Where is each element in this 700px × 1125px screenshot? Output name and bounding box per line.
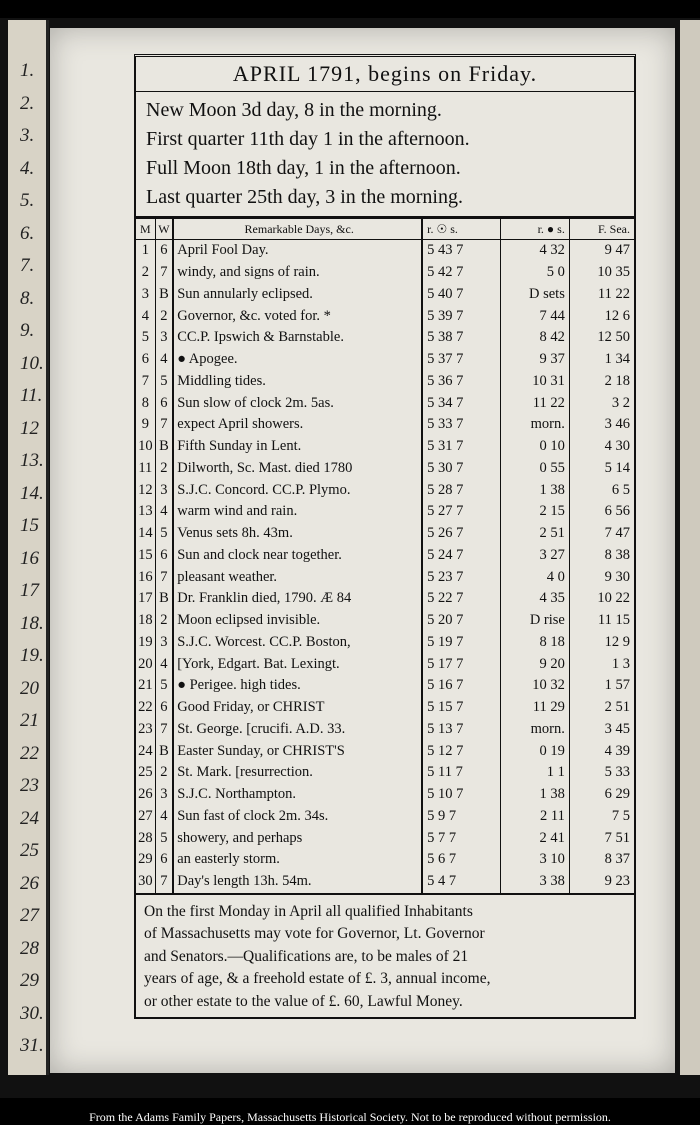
cell-day-of-month: 7 — [135, 371, 155, 393]
cell-full-sea: 8 37 — [569, 849, 635, 871]
copyright-footer: From the Adams Family Papers, Massachusetts Historical Society. Not to be reproduced without permission. — [89, 1110, 611, 1124]
cell-remarkable-days: S.J.C. Worcest. CC.P. Boston, — [173, 632, 422, 654]
margin-number: 21 — [20, 710, 39, 731]
cell-sun-rise-set: 5 15 7 — [422, 697, 500, 719]
calendar-row — [135, 784, 635, 806]
calendar-row — [135, 806, 635, 828]
almanac-page — [50, 28, 675, 1073]
calendar-row — [135, 284, 635, 306]
cell-full-sea: 6 56 — [569, 501, 635, 523]
cell-moon-rise-set: 8 42 — [500, 327, 569, 349]
cell-sun-rise-set: 5 31 7 — [422, 436, 500, 458]
cell-full-sea: 4 39 — [569, 740, 635, 762]
cell-remarkable-days: [York, Edgart. Bat. Lexingt. — [173, 653, 422, 675]
cell-sun-rise-set: 5 4 7 — [422, 871, 500, 894]
cell-full-sea: 2 18 — [569, 371, 635, 393]
cell-remarkable-days: showery, and perhaps — [173, 827, 422, 849]
cell-remarkable-days: April Fool Day. — [173, 240, 422, 262]
calendar-row — [135, 653, 635, 675]
margin-number: 17 — [20, 580, 39, 601]
cell-remarkable-days: Governor, &c. voted for. * — [173, 305, 422, 327]
cell-day-of-month: 28 — [135, 827, 155, 849]
margin-number: 19. — [20, 645, 44, 666]
cell-remarkable-days: Dilworth, Sc. Mast. died 1780 — [173, 458, 422, 480]
calendar-row — [135, 719, 635, 741]
cell-day-of-month: 23 — [135, 719, 155, 741]
cell-day-of-month: 16 — [135, 566, 155, 588]
moon-phase-line: First quarter 11th day 1 in the afternoon. — [146, 128, 470, 150]
cell-sun-rise-set: 5 40 7 — [422, 284, 500, 306]
calendar-row — [135, 262, 635, 284]
calendar-row — [135, 566, 635, 588]
cell-day-of-week: B — [155, 436, 173, 458]
cell-full-sea: 8 38 — [569, 545, 635, 567]
cell-remarkable-days: Dr. Franklin died, 1790. Æ 84 — [173, 588, 422, 610]
cell-moon-rise-set: 11 22 — [500, 392, 569, 414]
cell-day-of-week: 5 — [155, 675, 173, 697]
margin-number: 9. — [20, 320, 35, 341]
cell-remarkable-days: Day's length 13h. 54m. — [173, 871, 422, 894]
cell-remarkable-days: expect April showers. — [173, 414, 422, 436]
margin-number: 11. — [20, 385, 43, 406]
calendar-row — [135, 436, 635, 458]
cell-full-sea: 3 2 — [569, 392, 635, 414]
cell-sun-rise-set: 5 19 7 — [422, 632, 500, 654]
calendar-row — [135, 849, 635, 871]
cell-day-of-week: 2 — [155, 305, 173, 327]
note-line: On the first Monday in April all qualified Inhabitants — [144, 902, 473, 920]
cell-day-of-week: B — [155, 588, 173, 610]
cell-moon-rise-set: 10 32 — [500, 675, 569, 697]
cell-moon-rise-set: 1 38 — [500, 479, 569, 501]
cell-remarkable-days: ● Apogee. — [173, 349, 422, 371]
calendar-row — [135, 501, 635, 523]
margin-number: 14. — [20, 482, 44, 504]
margin-number: 20 — [20, 677, 39, 699]
cell-day-of-month: 14 — [135, 523, 155, 545]
cell-sun-rise-set: 5 33 7 — [422, 414, 500, 436]
margin-number: 10. — [20, 352, 44, 374]
calendar-row — [135, 588, 635, 610]
cell-full-sea: 6 29 — [569, 784, 635, 806]
cell-full-sea: 2 51 — [569, 697, 635, 719]
calendar-row — [135, 349, 635, 371]
calendar-row — [135, 371, 635, 393]
cell-day-of-month: 3 — [135, 284, 155, 306]
cell-sun-rise-set: 5 27 7 — [422, 501, 500, 523]
cell-full-sea: 1 3 — [569, 653, 635, 675]
moon-phase-line: Last quarter 25th day, 3 in the morning. — [146, 186, 463, 208]
cell-remarkable-days: Moon eclipsed invisible. — [173, 610, 422, 632]
cell-full-sea: 9 47 — [569, 240, 635, 262]
cell-sun-rise-set: 5 13 7 — [422, 719, 500, 741]
cell-day-of-week: 6 — [155, 392, 173, 414]
margin-number: 16 — [20, 547, 39, 569]
calendar-row — [135, 697, 635, 719]
cell-day-of-week: B — [155, 740, 173, 762]
cell-sun-rise-set: 5 7 7 — [422, 827, 500, 849]
cell-day-of-week: 7 — [155, 566, 173, 588]
cell-remarkable-days: an easterly storm. — [173, 849, 422, 871]
margin-number: 25 — [20, 840, 39, 861]
cell-moon-rise-set: 7 44 — [500, 305, 569, 327]
cell-sun-rise-set: 5 6 7 — [422, 849, 500, 871]
cell-day-of-month: 17 — [135, 588, 155, 610]
cell-remarkable-days: Sun slow of clock 2m. 5as. — [173, 392, 422, 414]
cell-moon-rise-set: 0 19 — [500, 740, 569, 762]
cell-moon-rise-set: 2 15 — [500, 501, 569, 523]
cell-day-of-month: 22 — [135, 697, 155, 719]
calendar-row — [135, 610, 635, 632]
cell-day-of-month: 4 — [135, 305, 155, 327]
calendar-row — [135, 327, 635, 349]
calendar-row — [135, 392, 635, 414]
col-header-month-day: M — [135, 219, 155, 240]
voting-note — [134, 895, 636, 1020]
left-margin-strip — [8, 20, 49, 1075]
cell-remarkable-days: St. Mark. [resurrection. — [173, 762, 422, 784]
cell-day-of-week: 4 — [155, 501, 173, 523]
margin-number: 28 — [20, 937, 39, 959]
cell-sun-rise-set: 5 12 7 — [422, 740, 500, 762]
margin-number: 13. — [20, 450, 44, 471]
cell-sun-rise-set: 5 42 7 — [422, 262, 500, 284]
calendar-row — [135, 479, 635, 501]
calendar-row — [135, 414, 635, 436]
cell-moon-rise-set: 8 18 — [500, 632, 569, 654]
moon-phase-line: Full Moon 18th day, 1 in the afternoon. — [146, 157, 461, 179]
cell-moon-rise-set: 1 1 — [500, 762, 569, 784]
margin-number: 22 — [20, 742, 39, 764]
cell-day-of-month: 8 — [135, 392, 155, 414]
margin-number: 23 — [20, 775, 39, 796]
cell-day-of-month: 30 — [135, 871, 155, 894]
cell-moon-rise-set: 3 27 — [500, 545, 569, 567]
cell-moon-rise-set: 3 10 — [500, 849, 569, 871]
cell-sun-rise-set: 5 10 7 — [422, 784, 500, 806]
cell-day-of-month: 26 — [135, 784, 155, 806]
cell-day-of-month: 6 — [135, 349, 155, 371]
cell-remarkable-days: Middling tides. — [173, 371, 422, 393]
cell-sun-rise-set: 5 36 7 — [422, 371, 500, 393]
margin-number: 4. — [20, 157, 35, 179]
cell-remarkable-days: S.J.C. Concord. CC.P. Plymo. — [173, 479, 422, 501]
cell-full-sea: 4 30 — [569, 436, 635, 458]
cell-day-of-week: 4 — [155, 806, 173, 828]
margin-number: 1. — [20, 60, 35, 81]
cell-day-of-month: 5 — [135, 327, 155, 349]
cell-day-of-week: 3 — [155, 327, 173, 349]
cell-remarkable-days: Good Friday, or CHRIST — [173, 697, 422, 719]
cell-full-sea: 7 5 — [569, 806, 635, 828]
cell-day-of-week: 5 — [155, 371, 173, 393]
margin-number: 5. — [20, 190, 35, 211]
cell-full-sea: 5 33 — [569, 762, 635, 784]
cell-moon-rise-set: 0 55 — [500, 458, 569, 480]
cell-day-of-week: B — [155, 284, 173, 306]
cell-day-of-week: 5 — [155, 827, 173, 849]
cell-moon-rise-set: D rise — [500, 610, 569, 632]
cell-full-sea: 6 5 — [569, 479, 635, 501]
cell-sun-rise-set: 5 34 7 — [422, 392, 500, 414]
cell-remarkable-days: St. George. [crucifi. A.D. 33. — [173, 719, 422, 741]
col-header-week-day: W — [155, 219, 173, 240]
cell-sun-rise-set: 5 22 7 — [422, 588, 500, 610]
cell-day-of-week: 4 — [155, 349, 173, 371]
cell-sun-rise-set: 5 11 7 — [422, 762, 500, 784]
cell-full-sea: 9 23 — [569, 871, 635, 894]
calendar-header-row — [135, 219, 635, 240]
cell-moon-rise-set: 11 29 — [500, 697, 569, 719]
margin-number: 12 — [20, 417, 39, 439]
calendar-row — [135, 675, 635, 697]
cell-day-of-week: 6 — [155, 240, 173, 262]
cell-full-sea: 5 14 — [569, 458, 635, 480]
cell-day-of-week: 6 — [155, 849, 173, 871]
cell-remarkable-days: Sun fast of clock 2m. 34s. — [173, 806, 422, 828]
note-line: of Massachusetts may vote for Governor, Lt. Governor — [144, 925, 485, 942]
cell-full-sea: 9 30 — [569, 566, 635, 588]
cell-full-sea: 7 51 — [569, 827, 635, 849]
cell-remarkable-days: Easter Sunday, or CHRIST'S — [173, 740, 422, 762]
cell-remarkable-days: Sun annularly eclipsed. — [173, 284, 422, 306]
cell-day-of-month: 15 — [135, 545, 155, 567]
cell-day-of-week: 2 — [155, 762, 173, 784]
col-header-sun-rise-set: r. ☉ s. — [422, 219, 500, 240]
cell-sun-rise-set: 5 16 7 — [422, 675, 500, 697]
cell-day-of-week: 7 — [155, 262, 173, 284]
cell-day-of-month: 25 — [135, 762, 155, 784]
cell-remarkable-days: Venus sets 8h. 43m. — [173, 523, 422, 545]
note-line: or other estate to the value of £. 60, Lawful Money. — [144, 992, 463, 1010]
margin-number: 24 — [20, 807, 39, 829]
cell-day-of-week: 7 — [155, 871, 173, 894]
moon-phase-line: New Moon 3d day, 8 in the morning. — [146, 99, 442, 121]
cell-full-sea: 10 35 — [569, 262, 635, 284]
cell-day-of-week: 2 — [155, 458, 173, 480]
margin-number: 6. — [20, 222, 35, 244]
cell-day-of-week: 7 — [155, 719, 173, 741]
cell-day-of-month: 12 — [135, 479, 155, 501]
cell-moon-rise-set: D sets — [500, 284, 569, 306]
cell-full-sea: 7 47 — [569, 523, 635, 545]
almanac-table-block — [134, 54, 636, 1019]
cell-moon-rise-set: morn. — [500, 719, 569, 741]
margin-number: 8. — [20, 287, 35, 309]
month-title: APRIL 1791, begins on Friday. — [134, 54, 636, 91]
cell-moon-rise-set: 2 41 — [500, 827, 569, 849]
calendar-body — [135, 240, 635, 894]
calendar-row — [135, 827, 635, 849]
cell-day-of-month: 18 — [135, 610, 155, 632]
cell-full-sea: 3 45 — [569, 719, 635, 741]
cell-full-sea: 11 15 — [569, 610, 635, 632]
cell-sun-rise-set: 5 39 7 — [422, 305, 500, 327]
cell-day-of-month: 19 — [135, 632, 155, 654]
margin-number: 27 — [20, 905, 39, 926]
margin-number: 3. — [20, 125, 35, 146]
col-header-full-sea: F. Sea. — [569, 219, 635, 240]
cell-day-of-month: 24 — [135, 740, 155, 762]
cell-full-sea: 10 22 — [569, 588, 635, 610]
cell-day-of-month: 2 — [135, 262, 155, 284]
cell-full-sea: 12 6 — [569, 305, 635, 327]
cell-day-of-month: 9 — [135, 414, 155, 436]
cell-remarkable-days: CC.P. Ipswich & Barnstable. — [173, 327, 422, 349]
cell-full-sea: 12 50 — [569, 327, 635, 349]
cell-sun-rise-set: 5 24 7 — [422, 545, 500, 567]
cell-moon-rise-set: 4 35 — [500, 588, 569, 610]
cell-moon-rise-set: 10 31 — [500, 371, 569, 393]
margin-number: 2. — [20, 92, 35, 114]
cell-day-of-week: 7 — [155, 414, 173, 436]
calendar-row — [135, 545, 635, 567]
calendar-row — [135, 632, 635, 654]
cell-moon-rise-set: 5 0 — [500, 262, 569, 284]
cell-day-of-month: 1 — [135, 240, 155, 262]
cell-sun-rise-set: 5 37 7 — [422, 349, 500, 371]
cell-moon-rise-set: 9 20 — [500, 653, 569, 675]
cell-day-of-week: 2 — [155, 610, 173, 632]
cell-sun-rise-set: 5 43 7 — [422, 240, 500, 262]
cell-remarkable-days: ● Perigee. high tides. — [173, 675, 422, 697]
cell-day-of-month: 10 — [135, 436, 155, 458]
cell-day-of-week: 6 — [155, 545, 173, 567]
cell-moon-rise-set: 4 0 — [500, 566, 569, 588]
cell-day-of-month: 29 — [135, 849, 155, 871]
cell-moon-rise-set: 2 11 — [500, 806, 569, 828]
cell-remarkable-days: warm wind and rain. — [173, 501, 422, 523]
right-margin-strip — [680, 20, 700, 1075]
cell-sun-rise-set: 5 30 7 — [422, 458, 500, 480]
col-header-remarkable-days: Remarkable Days, &c. — [173, 219, 422, 240]
cell-remarkable-days: pleasant weather. — [173, 566, 422, 588]
calendar-row — [135, 740, 635, 762]
cell-moon-rise-set: 0 10 — [500, 436, 569, 458]
cell-full-sea: 1 34 — [569, 349, 635, 371]
cell-full-sea: 1 57 — [569, 675, 635, 697]
calendar-row — [135, 762, 635, 784]
cell-day-of-month: 13 — [135, 501, 155, 523]
cell-moon-rise-set: 3 38 — [500, 871, 569, 894]
cell-sun-rise-set: 5 9 7 — [422, 806, 500, 828]
calendar-row — [135, 305, 635, 327]
cell-moon-rise-set: morn. — [500, 414, 569, 436]
cell-remarkable-days: Sun and clock near together. — [173, 545, 422, 567]
cell-day-of-week: 3 — [155, 479, 173, 501]
cell-full-sea: 11 22 — [569, 284, 635, 306]
note-line: and Senators.—Qualifications are, to be males of 21 — [144, 947, 469, 965]
margin-number: 18. — [20, 612, 44, 634]
cell-sun-rise-set: 5 20 7 — [422, 610, 500, 632]
cell-sun-rise-set: 5 23 7 — [422, 566, 500, 588]
margin-number: 7. — [20, 255, 35, 276]
cell-day-of-month: 21 — [135, 675, 155, 697]
col-header-moon-rise-set: r. ● s. — [500, 219, 569, 240]
cell-moon-rise-set: 9 37 — [500, 349, 569, 371]
cell-remarkable-days: Fifth Sunday in Lent. — [173, 436, 422, 458]
cell-moon-rise-set: 1 38 — [500, 784, 569, 806]
cell-full-sea: 3 46 — [569, 414, 635, 436]
calendar-row — [135, 458, 635, 480]
cell-sun-rise-set: 5 38 7 — [422, 327, 500, 349]
note-line: years of age, & a freehold estate of £. 3, annual income, — [144, 970, 491, 987]
cell-sun-rise-set: 5 26 7 — [422, 523, 500, 545]
cell-day-of-week: 4 — [155, 653, 173, 675]
cell-remarkable-days: windy, and signs of rain. — [173, 262, 422, 284]
cell-day-of-week: 5 — [155, 523, 173, 545]
cell-day-of-month: 27 — [135, 806, 155, 828]
cell-moon-rise-set: 4 32 — [500, 240, 569, 262]
calendar-table — [134, 218, 636, 895]
cell-sun-rise-set: 5 17 7 — [422, 653, 500, 675]
cell-sun-rise-set: 5 28 7 — [422, 479, 500, 501]
cell-moon-rise-set: 2 51 — [500, 523, 569, 545]
margin-number: 29 — [20, 970, 39, 991]
cell-full-sea: 12 9 — [569, 632, 635, 654]
cell-day-of-month: 11 — [135, 458, 155, 480]
calendar-row — [135, 523, 635, 545]
cell-day-of-week: 3 — [155, 632, 173, 654]
cell-day-of-month: 20 — [135, 653, 155, 675]
cell-day-of-week: 6 — [155, 697, 173, 719]
margin-number: 15 — [20, 515, 39, 536]
calendar-row — [135, 240, 635, 262]
moon-phases — [134, 91, 636, 218]
margin-number: 30. — [20, 1002, 44, 1024]
calendar-row — [135, 871, 635, 894]
margin-number: 26 — [20, 872, 39, 894]
margin-number: 31. — [20, 1035, 44, 1056]
cell-day-of-week: 3 — [155, 784, 173, 806]
cell-remarkable-days: S.J.C. Northampton. — [173, 784, 422, 806]
